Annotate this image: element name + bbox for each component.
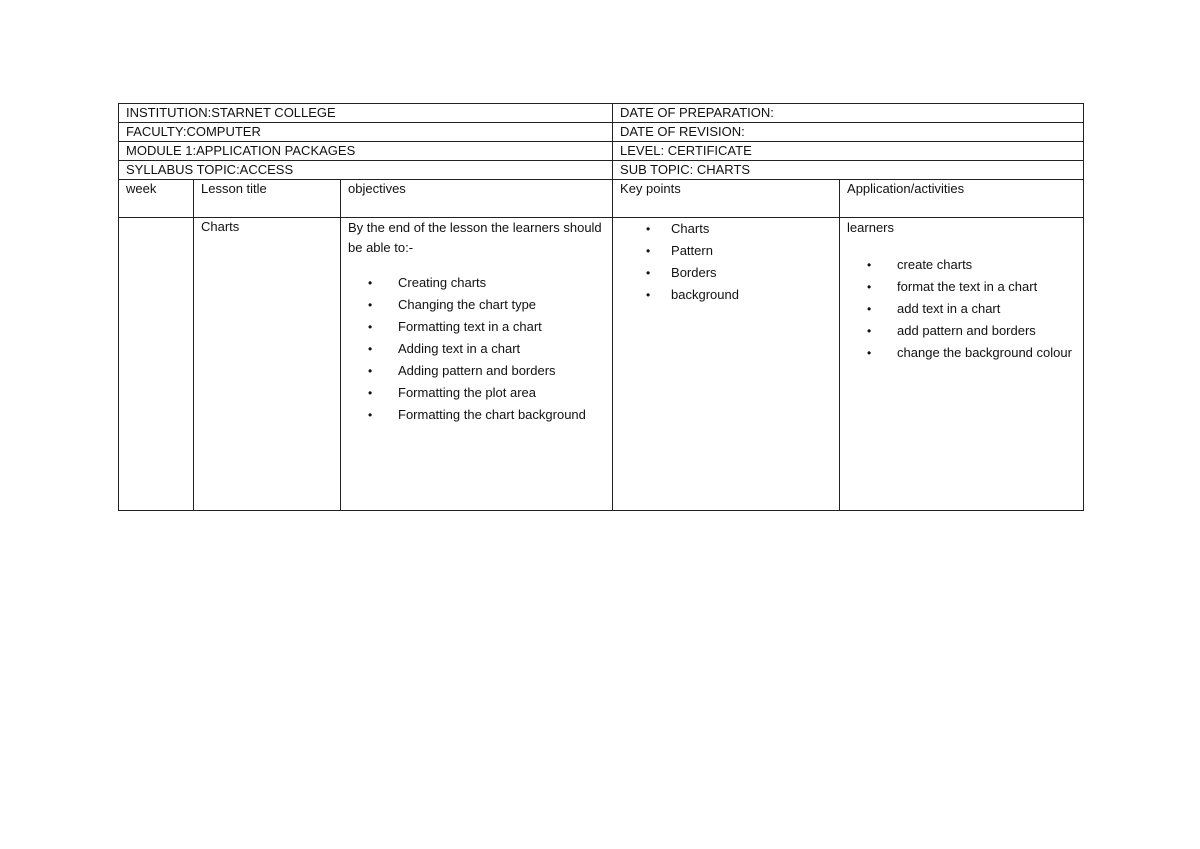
module-cell: MODULE 1:APPLICATION PACKAGES bbox=[119, 142, 613, 161]
list-item-text: Changing the chart type bbox=[398, 297, 537, 312]
institution-cell: INSTITUTION:STARNET COLLEGE bbox=[119, 104, 613, 123]
lesson-title-cell: Charts bbox=[194, 218, 341, 511]
list-item-text: Adding pattern and borders bbox=[398, 363, 556, 378]
column-header-activities: Application/activities bbox=[840, 180, 1084, 218]
list-item bbox=[867, 320, 1083, 342]
list-item bbox=[368, 404, 612, 426]
list-item-text: Pattern bbox=[671, 243, 713, 258]
bullet-icon: • bbox=[867, 346, 872, 360]
bullet-icon: • bbox=[867, 280, 872, 294]
week-cell bbox=[119, 218, 194, 511]
list-item bbox=[867, 298, 1083, 320]
list-item bbox=[646, 218, 839, 240]
objectives-intro: By the end of the lesson the learners should be able to:- bbox=[348, 220, 602, 255]
lesson-plan-table bbox=[118, 103, 1084, 511]
list-item-text: format the text in a chart bbox=[897, 279, 1038, 294]
list-item-text: Creating charts bbox=[398, 275, 487, 290]
syllabus-topic-cell: SYLLABUS TOPIC:ACCESS bbox=[119, 161, 613, 180]
list-item bbox=[368, 316, 612, 338]
bullet-icon: • bbox=[368, 320, 373, 334]
list-item bbox=[368, 360, 612, 382]
list-item bbox=[368, 382, 612, 404]
bullet-icon: • bbox=[646, 222, 651, 236]
column-header-lesson-title: Lesson title bbox=[194, 180, 341, 218]
list-item-text: background bbox=[671, 287, 739, 302]
header-row-faculty bbox=[119, 123, 1084, 142]
header-row-institution bbox=[119, 104, 1084, 123]
list-item-text: add pattern and borders bbox=[897, 323, 1036, 338]
list-item bbox=[368, 294, 612, 316]
objectives-list bbox=[348, 272, 612, 426]
date-of-preparation-cell: DATE OF PREPARATION: bbox=[613, 104, 1084, 123]
activities-list bbox=[847, 254, 1083, 364]
list-item bbox=[867, 342, 1083, 364]
activities-intro: learners bbox=[847, 220, 894, 235]
faculty-cell: FACULTY:COMPUTER bbox=[119, 123, 613, 142]
list-item bbox=[646, 240, 839, 262]
list-item bbox=[646, 262, 839, 284]
list-item bbox=[646, 284, 839, 306]
sub-topic-cell: SUB TOPIC: CHARTS bbox=[613, 161, 1084, 180]
list-item bbox=[368, 272, 612, 294]
key-points-cell bbox=[613, 218, 840, 511]
list-item-text: change the background colour bbox=[897, 345, 1072, 360]
bullet-icon: • bbox=[368, 276, 373, 290]
bullet-icon: • bbox=[368, 364, 373, 378]
bullet-icon: • bbox=[368, 342, 373, 356]
bullet-icon: • bbox=[368, 408, 373, 422]
activities-cell bbox=[840, 218, 1084, 511]
bullet-icon: • bbox=[646, 288, 651, 302]
header-row-module bbox=[119, 142, 1084, 161]
level-cell: LEVEL: CERTIFICATE bbox=[613, 142, 1084, 161]
list-item-text: Formatting text in a chart bbox=[398, 319, 542, 334]
lesson-row bbox=[119, 218, 1084, 511]
objectives-cell bbox=[341, 218, 613, 511]
column-header-week: week bbox=[119, 180, 194, 218]
list-item-text: Borders bbox=[671, 265, 717, 280]
list-item bbox=[867, 254, 1083, 276]
bullet-icon: • bbox=[368, 298, 373, 312]
bullet-icon: • bbox=[867, 302, 872, 316]
list-item-text: Adding text in a chart bbox=[398, 341, 521, 356]
bullet-icon: • bbox=[646, 266, 651, 280]
list-item bbox=[867, 276, 1083, 298]
column-header-row bbox=[119, 180, 1084, 218]
list-item-text: Charts bbox=[671, 221, 710, 236]
date-of-revision-cell: DATE OF REVISION: bbox=[613, 123, 1084, 142]
column-header-key-points: Key points bbox=[613, 180, 840, 218]
header-row-topic bbox=[119, 161, 1084, 180]
bullet-icon: • bbox=[867, 324, 872, 338]
key-points-list bbox=[620, 218, 839, 306]
bullet-icon: • bbox=[646, 244, 651, 258]
list-item bbox=[368, 338, 612, 360]
list-item-text: Formatting the plot area bbox=[398, 385, 537, 400]
list-item-text: add text in a chart bbox=[897, 301, 1001, 316]
list-item-text: create charts bbox=[897, 257, 973, 272]
list-item-text: Formatting the chart background bbox=[398, 407, 586, 422]
column-header-objectives: objectives bbox=[341, 180, 613, 218]
bullet-icon: • bbox=[368, 386, 373, 400]
bullet-icon: • bbox=[867, 258, 872, 272]
